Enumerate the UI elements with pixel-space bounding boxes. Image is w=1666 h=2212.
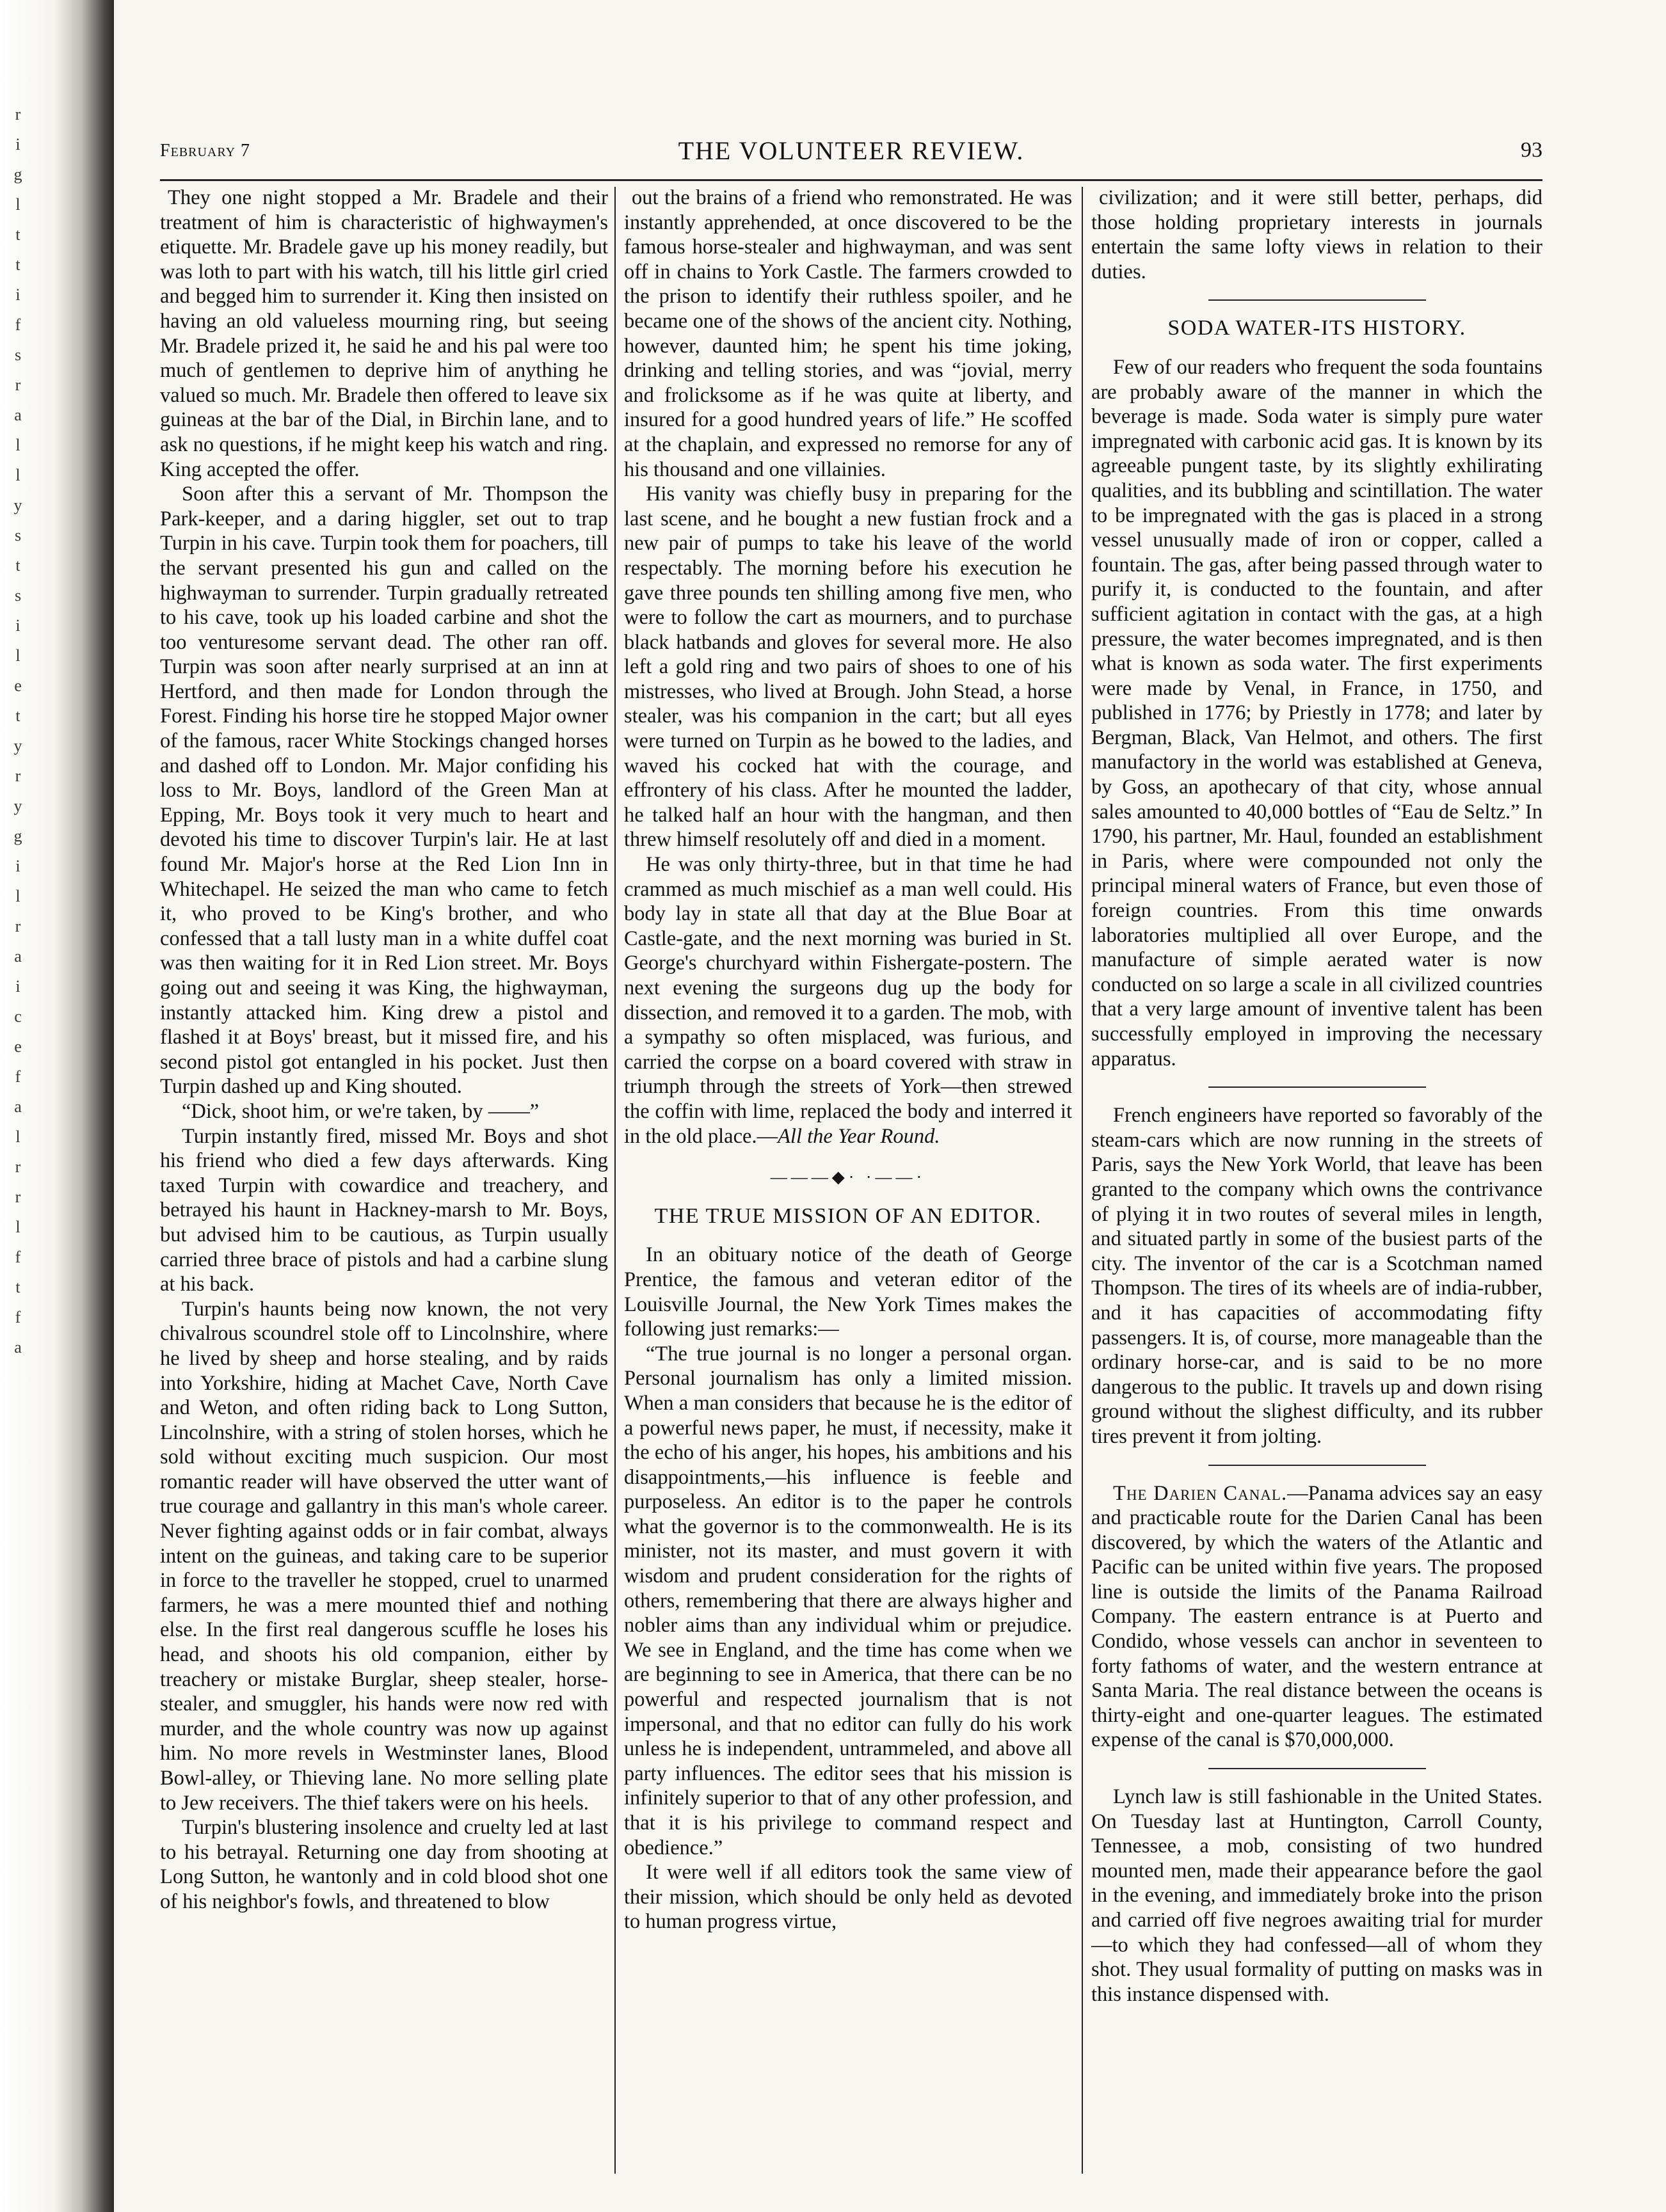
bleed-letter: y bbox=[13, 797, 22, 815]
bleed-letter: t bbox=[15, 225, 20, 244]
col1-paragraph: Soon after this a servant of Mr. Thompson the Park-keeper, and a daring higgler, set out to trap Turpin in his cave. Turpin took them for poachers, till the servant presented his gun and called on the highwayman to surrender. Turpin gradually retreated to his cave, took up his loaded carbine and shot the too venturesome servant dead. The other ran off. Turpin was soon after nearly surprised at an inn at Hertford, and then made for London through the Forest. Finding his horse tire he stopped Major owner of the famous, racer White Stockings changed horses and dashed off to London. Mr. Major confiding his loss to Mr. Boys, landlord of the Green Man at Epping, Mr. Boys took it very much to heart and devoted his time to discover Turpin's lair. He at last found Mr. Major's horse at the Red Lion Inn in Whitechapel. He seized the man who came to fetch it, who proved to be King's brother, and who confessed that a tall lusty man in a white duffel coat was then waiting for it in Red Lion street. Mr. Boys going out and seeing it was King, the highwayman, instantly attacked him. King drew a pistol and flashed it at Boys' breast, but it missed fire, and his second pistol got entangled in his pocket. Just then Turpin dashed up and King shouted. bbox=[160, 482, 608, 1099]
col2-paragraph: out the brains of a friend who remonstrated. He was instantly apprehended, at once discovered to be the famous horse-stealer and highwayman, and was sent off in chains to York Castle. The farmers crowded to the prison to identify their ruthless spoiler, and he became one of the shows of the ancient city. Nothing, however, daunted him; he spent his time joking, drinking and telling stories, and was “jovial, merry and frolicksome as if he was quite at liberty, and insured for a good hundred years of life.” He scoffed at the chaplain, and expressed no remorse for any of his thousand and one villainies. bbox=[624, 186, 1072, 481]
bleed-letter: e bbox=[14, 1037, 22, 1056]
col1-paragraph: Turpin instantly fired, missed Mr. Boys and shot his friend who died a few days afterwards. King taxed Turpin with cowardice and treachery, and betrayed his haunt in Hackney-marsh to Mr. Boys, but advised him to be cautious, as Turpin usually carried three brace of pistols and had a carbine slung at his back. bbox=[160, 1124, 608, 1296]
bleed-letter: a bbox=[14, 947, 22, 966]
column-rule-2 bbox=[1082, 187, 1083, 2174]
bleed-letter: f bbox=[15, 1248, 21, 1266]
source-credit: All the Year Round. bbox=[778, 1124, 940, 1148]
bleed-letter: r bbox=[15, 767, 21, 785]
page-header bbox=[160, 136, 1542, 174]
col1-paragraph: “Dick, shoot him, or we're taken, by ——” bbox=[182, 1099, 540, 1123]
col1-paragraph: Turpin's haunts being now known, the not very chivalrous scoundrel stole off to Lincolnshire, where he lived by sheep and horse stealing, and by raids into Yorkshire, hiding at Machet Cave, North Cave and Weton, and often riding back to Long Sutton, Lincolnshire, with a string of stolen horses, which he sold without exciting much suspicion. Our most romantic reader will have observed the utter want of true courage and gallantry in this man's whole career. Never fighting against odds or in fair combat, always intent on the guineas, and taking care to be superior in force to the traveller he stopped, cruel to unarmed farmers, he was a mere mounted thief and nothing else. In the first real dangerous scuffle he loses his head, and shoots his old companion, either by treachery or mistake Burglar, sheep stealer, horse-stealer, and smuggler, his hands were now red with murder, and the whole country was now up against him. No more revels in Westminster lanes, Blood Bowl-alley, or Thieving lane. No more selling plate to Jew receivers. The thief takers were on his heels. bbox=[160, 1297, 608, 1815]
bleed-letter: r bbox=[15, 1188, 21, 1206]
col1-paragraph: They one night stopped a Mr. Bradele and their treatment of him is characteristic of highwaymen's etiquette. Mr. Bradele gave up his money readily, but was loth to part with his watch, till his little girl cried and begged him to surrender it. King then insisted on having an old valueless mourning ring, but seeing Mr. Bradele prized it, he said he and his pal were too much of gentlemen to deprive him of anything he valued so much. Mr. Bradele then offered to leave six guineas at the bar of the Dial, in Birchin lane, and to ask no questions, if he might keep his watch and ring. King accepted the offer. bbox=[160, 186, 608, 481]
bleed-letter: f bbox=[15, 1308, 21, 1326]
editor-paragraph: “The true journal is no longer a personal organ. Personal journalism has only a limited mission. When a man considers that because he is the editor of a powerful news paper, he must, if necessity, make it the echo of his anger, his hopes, his ambitions and his disappointments,—his influence is feeble and purposeless. An editor is to the paper he controls what the governor is to the commonwealth. He is its minister, not its master, and must govern it with wisdom and prudent consideration for the rights of others, remembering that there are always higher and nobler aims than any individual whim or prejudice. We see in England, and the time has come when we are beginning to see in America, that there can be no powerful and respected journalism that is not impersonal, and that no editor can fully do his work unless he is independent, untrammeled, and above all party influences. The editor sees that his mission is infinitely superior to that of any other profession, and that it is his privilege to command respect and obedience.” bbox=[624, 1342, 1072, 1859]
bleed-letter: t bbox=[15, 556, 20, 575]
section-rule bbox=[1208, 1465, 1426, 1466]
bleed-letter: i bbox=[15, 977, 20, 996]
col3-paragraph: civilization; and it were still better, perhaps, did those holding proprietary interests in journals entertain the same lofty views in relation to their duties. bbox=[1091, 186, 1542, 283]
editor-paragraph: It were well if all editors took the same view of their mission, which should be only held as devoted to human progress virtue, bbox=[624, 1861, 1072, 1934]
bleed-letter: c bbox=[14, 1007, 22, 1026]
paper-title: THE VOLUNTEER REVIEW. bbox=[678, 136, 1025, 165]
darien-lead: The Darien Canal. bbox=[1113, 1481, 1288, 1505]
bleed-letter: a bbox=[14, 1338, 22, 1357]
header-rule bbox=[160, 179, 1542, 181]
col2-paragraph-text: He was only thirty-three, but in that time he had crammed as much mischief as a man well could. His body lay in state all that day at the Blue Boar at Castle-gate, and the next morning was buried in St. George's churchyard within Fishergate-postern. The next evening the surgeons dug up the body for dissection, and removed it to a garden. The mob, with a sympathy so often misplaced, was furious, and carried the corpse on a board covered with straw in triumph through the streets of York—then strewed the coffin with lime, replaced the body and interred it in the old place.— bbox=[624, 853, 1072, 1148]
bleed-letter: s bbox=[14, 526, 22, 545]
bleed-letter: l bbox=[15, 436, 20, 454]
bleed-letter: l bbox=[15, 1218, 20, 1236]
bleed-letter: g bbox=[13, 827, 22, 845]
bleed-letter: g bbox=[13, 165, 22, 184]
bleed-letter: i bbox=[15, 857, 20, 875]
bleed-letter: l bbox=[15, 195, 20, 214]
darien-text: —Panama advices say an easy and practicable route for the Darien Canal has been discovered, by which the waters of the Atlantic and Pacific can be united within five years. The proposed line is outside the limits of the Panama Railroad Company. The eastern entrance is at Puerto and Condido, whose vessels can anchor in seventeen to forty fathoms of water, and the western entrance at Santa Maria. The real distance between the oceans is thirty-eight and one-quarter leagues. The estimated expense of the canal is $70,000,000. bbox=[1091, 1481, 1542, 1752]
bleed-letter: y bbox=[13, 736, 22, 755]
lynch-paragraph: Lynch law is still fashionable in the United States. On Tuesday last at Huntington, Carroll County, Tennessee, a mob, consisting of two hundred mounted men, made their appearance before the gaol in the evening, and immediately broke into the prison and carried off five negroes awaiting trial for murder—to which they had confessed—all of whom they shot. They usual formality of putting on masks was in this instance dispensed with. bbox=[1091, 1785, 1542, 2006]
bleed-letter: f bbox=[15, 315, 21, 334]
bleed-letter: l bbox=[15, 646, 20, 665]
page-number: 93 bbox=[1521, 138, 1542, 162]
darien-paragraph bbox=[1091, 1481, 1542, 1753]
margin-bleed-through bbox=[4, 99, 32, 1362]
bleed-letter: a bbox=[14, 1097, 22, 1116]
bleed-letter: t bbox=[15, 1278, 20, 1296]
bleed-letter: i bbox=[15, 616, 20, 635]
bleed-letter: t bbox=[15, 706, 20, 725]
bleed-letter: r bbox=[15, 917, 21, 935]
running-head: February 7 bbox=[160, 141, 251, 161]
bleed-letter: l bbox=[15, 1127, 20, 1146]
col2-paragraph bbox=[624, 852, 1072, 1149]
bleed-letter: a bbox=[14, 406, 22, 424]
bleed-letter: y bbox=[13, 496, 22, 514]
column-2 bbox=[624, 186, 1072, 2176]
column-rule-1 bbox=[614, 187, 616, 2174]
bleed-letter: r bbox=[15, 105, 21, 123]
col2-paragraph: His vanity was chiefly busy in preparing for the last scene, and he bought a new fustian frock and a new pair of pumps to take his leave of the world respectably. The morning before his execution he gave three pounds ten shilling among five men, who were to follow the cart as mourners, and to purchase black hatbands and gloves for several more. He also left a gold ring and two pairs of shoes to one of his mistresses, who lived at Brough. John Stead, a horse stealer, was his companion in the cart; but all eyes were turned on Turpin as he bowed to the ladies, and waved his cocked hat with the courage, and effrontery of his class. After he mounted the ladder, he talked half an hour with the hangman, and then threw himself resolutely off and died in a moment. bbox=[624, 482, 1072, 852]
section-rule bbox=[1208, 299, 1426, 301]
column-1 bbox=[160, 186, 608, 2176]
bleed-letter: s bbox=[14, 346, 22, 364]
soda-paragraph: Few of our readers who frequent the soda fountains are probably aware of the manner in which the beverage is made. Soda water is simply pure water impregnated with carbonic acid gas. It is known by its agreeable pungent taste, by its slightly exhilirating qualities, and its bubbling and scintillation. The water to be impregnated with the gas is placed in a strong vessel unusually made of iron or copper, called a fountain. The gas, after being passed through water to purify it, is conducted to the fountain, and after sufficient agitation in contact with the gas, at a high pressure, the water becomes impregnated, and is then what is known as soda water. The first experiments were made by Venal, in France, in 1750, and published in 1776; by Priestly in 1778; and later by Bergman, Black, Van Helmot, and others. The first manufactory in the world was established at Geneva, by Goss, an apothecary of that city, whose annual sales amounted to 40,000 bottles of “Eau de Seltz.” In 1790, his partner, Mr. Haul, founded an establishment in Paris, where were compounded not only the principal mineral waters of France, but even those of foreign countries. From this time onwards laboratories multiplied all over Europe, and the manufacture of simple aerated water is now conducted on so large a scale in all civilized countries that a very large amount of inventive talent has been successfully employed in improving the necessary apparatus. bbox=[1091, 355, 1542, 1070]
steam-cars-paragraph: French engineers have reported so favorably of the steam-cars which are now running in the streets of Paris, says the New York World, that leave has been granted to the company which owns the contrivance of plying it in two routes of several miles in length, and situated partly in some of the busiest parts of the city. The inventor of the car is a Scotchman named Thompson. The tires of its wheels are of india-rubber, and it has capacities of accommodating fifty passengers. It is, of course, more manageable than the ordinary horse-car, and is said to be no more dangerous to the public. It travels up and down rising ground without the slighest difficulty, and its rubber tires prevent it from jolting. bbox=[1091, 1104, 1542, 1448]
bleed-letter: s bbox=[14, 586, 22, 605]
bleed-letter: t bbox=[15, 255, 20, 274]
bleed-letter: r bbox=[15, 1158, 21, 1176]
section-rule bbox=[1208, 1086, 1426, 1088]
bleed-letter: r bbox=[15, 376, 21, 394]
bleed-letter: i bbox=[15, 135, 20, 154]
bleed-letter: i bbox=[15, 285, 20, 304]
editor-intro-paragraph: In an obituary notice of the death of George Prentice, the famous and veteran editor of the Louisville Journal, the New York Times makes the following just remarks:— bbox=[624, 1243, 1072, 1341]
article-heading-editor: THE TRUE MISSION OF AN EDITOR. bbox=[654, 1204, 1042, 1228]
article-heading-soda: SODA WATER-ITS HISTORY. bbox=[1167, 316, 1466, 340]
bleed-letter: l bbox=[15, 887, 20, 905]
bleed-letter: e bbox=[14, 676, 22, 695]
bleed-letter: f bbox=[15, 1067, 21, 1086]
section-rule bbox=[1208, 1768, 1426, 1769]
bleed-letter: l bbox=[15, 466, 20, 484]
col1-paragraph: Turpin's blustering insolence and cruelty led at last to his betrayal. Returning one day from shooting at Long Sutton, he wantonly and in cold blood shot one of his neighbor's fowls, and threatened to blow bbox=[160, 1816, 608, 1913]
section-ornament: ———◆· ·——· bbox=[770, 1168, 926, 1187]
column-3 bbox=[1091, 186, 1542, 2176]
